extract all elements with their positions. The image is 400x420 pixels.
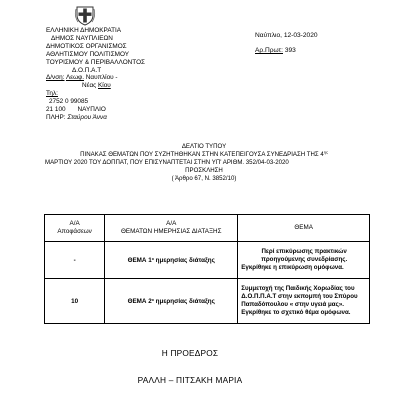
sender-postcode-city bbox=[46, 106, 145, 114]
sender-line-municipality: ΔΗΜΟΣ ΝΑΥΠΛΙΕΩΝ bbox=[51, 34, 113, 42]
protocol-number bbox=[255, 43, 318, 58]
city: ΝΑΥΠΛΙΟ bbox=[77, 106, 106, 114]
protocol-value: 393 bbox=[284, 47, 296, 54]
agenda-item-sup: ο bbox=[151, 256, 154, 261]
agenda-item-prefix: ΘΕΜΑ 2 bbox=[127, 297, 152, 305]
title-line-3: ΜΑΡΤΙΟΥ 2020 ΤΟΥ ΔΟΠΠΑΤ, ΠΟΥ ΕΠΙΣΥΝΑΠΤΕΤΑΙ ΣΤΗΝ ΥΠ' ΑΡΙΘΜ. 352/04-03-2020 bbox=[45, 158, 289, 166]
document-meta bbox=[255, 28, 318, 58]
postcode: 21 100 bbox=[46, 106, 66, 114]
subject-line: Δ.Ο.Π.Π.Α.Τ στην εκπομπή του Σπύρου bbox=[241, 293, 358, 300]
sender-line-acronym: Δ.Ο.Π.Α.Τ bbox=[72, 66, 102, 74]
header-decision-number bbox=[45, 215, 105, 242]
info-label: ΠΛΗΡ: bbox=[46, 113, 66, 121]
subject-line: Παπαδόπουλου « στην υγειά μας». bbox=[241, 301, 344, 308]
title-line-5: ( Άρθρο 67, Ν. 3852/10) bbox=[171, 174, 237, 182]
subject-line: Περί επικύρωσης πρακτικών bbox=[261, 248, 347, 255]
info-value: Σταύρου Άννα bbox=[67, 113, 107, 121]
address-street: Λεωφ. bbox=[65, 74, 84, 82]
title-line-1: ΔΕΛΤΙΟ ΤΥΠΟΥ bbox=[181, 143, 227, 150]
table-header-row bbox=[45, 215, 370, 242]
header-subject: ΘΕΜΑ bbox=[238, 215, 370, 242]
header-col1-line2: Αποφάσεων bbox=[57, 228, 92, 235]
table-row bbox=[45, 279, 370, 324]
sender-block bbox=[46, 27, 145, 122]
title-line-4: ΠΡΟΣΚΛΗΣΗ bbox=[185, 166, 223, 174]
protocol-label: Αρ.Πρωτ: bbox=[255, 47, 283, 54]
header-col2-line2: ΘΕΜΑΤΩΝ ΗΜΕΡΗΣΙΑΣ ΔΙΑΤΑΞΗΣ bbox=[121, 228, 222, 235]
signatory-name: ΡΑΛΛΗ – ΠΙΤΣΑΚΗ ΜΑΡΙΑ bbox=[137, 375, 243, 385]
subject-line: Εγκρίθηκε το σχετικό θέμα ομόφωνα. bbox=[241, 309, 351, 316]
title-line-2-sup: ης bbox=[323, 149, 328, 155]
address-label: Δ/νση: bbox=[46, 74, 65, 82]
title-line-2-text: ΠΙΝΑΚΑΣ ΘΕΜΑΤΩΝ ΠΟΥ ΣΥΖΗΤΗΘΗΚΑΝ ΣΤΗΝ ΚΑΤΕΠΕΙΓΟΥΣΑ ΣΥΝΕΔΡΙΑΣΗ ΤΗΣ 4 bbox=[80, 150, 324, 158]
sender-line-republic: ΕΛΛΗΝΙΚΗ ΔΗΜΟΚΡΑΤΙΑ bbox=[46, 27, 122, 34]
decision-number-cell: - bbox=[45, 242, 105, 279]
subject-line: προηγούμενης συνεδρίασης. bbox=[261, 256, 348, 263]
agenda-item-sup: ο bbox=[151, 297, 154, 302]
table-row bbox=[45, 242, 370, 279]
agenda-item-cell bbox=[105, 242, 238, 279]
sender-phone bbox=[46, 90, 145, 98]
agenda-item-suffix: ημερησίας διάταξης bbox=[153, 297, 215, 305]
header-col1-line1: Α/Α bbox=[69, 220, 80, 227]
greek-coat-of-arms-icon bbox=[74, 4, 96, 26]
subject-line: Εγκρίθηκε η επικύρωση ομόφωνα. bbox=[241, 264, 344, 271]
signatory-role: Η ΠΡΟΕΔΡΟΣ bbox=[161, 348, 219, 358]
address-line2-a: Νέας bbox=[82, 82, 99, 90]
phone-label: Τηλ: bbox=[46, 90, 58, 98]
sender-line-tourism: ΤΟΥΡΙΣΜΟΥ & ΠΕΡΙΒΑΛΛΟΝΤΟΣ bbox=[46, 58, 145, 66]
subject-cell bbox=[238, 242, 370, 279]
agenda-table bbox=[44, 214, 370, 324]
title-line-2 bbox=[40, 151, 368, 159]
agenda-item-suffix: ημερησίας διάταξης bbox=[153, 256, 215, 264]
agenda-item-cell bbox=[105, 279, 238, 324]
address-town: Ναυπλίου - bbox=[83, 74, 118, 82]
sender-address-line2 bbox=[46, 82, 145, 90]
subject-cell bbox=[238, 279, 370, 324]
header-col2-line1: Α/Α bbox=[166, 220, 177, 227]
address-line2-b: Κίου bbox=[98, 82, 111, 90]
place-date: Ναύπλιο, 12-03-2020 bbox=[255, 32, 318, 39]
header-agenda-item bbox=[105, 215, 238, 242]
sender-line-organization: ΔΗΜΟΤΙΚΟΣ ΟΡΓΑΝΙΣΜΟΣ bbox=[46, 42, 127, 50]
sender-info bbox=[46, 114, 145, 122]
decision-number-cell: 10 bbox=[45, 279, 105, 324]
sender-line-sports-culture: ΑΘΛΗΤΙΣΜΟΥ ΠΟΛΙΤΙΣΜΟΥ bbox=[46, 50, 130, 58]
sender-phone-value: 2752 0 99085 bbox=[49, 98, 89, 106]
agenda-item-prefix: ΘΕΜΑ 1 bbox=[127, 256, 152, 264]
press-release-title bbox=[40, 143, 368, 183]
subject-line: Συμμετοχή της Παιδικής Χορωδίας του bbox=[241, 285, 355, 292]
